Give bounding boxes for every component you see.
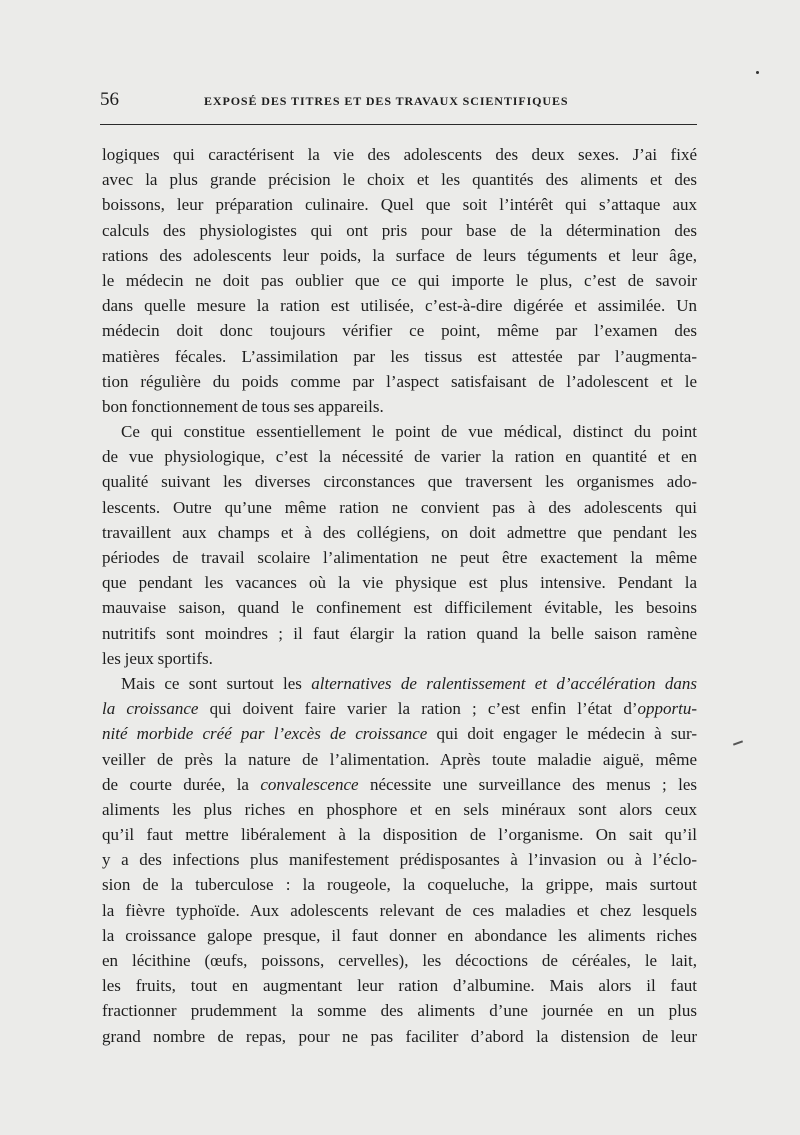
text-segment: lescents. Outre qu’une même ration ne convient pas à des adolescents qui: [102, 497, 697, 517]
text-segment: que pendant les vacances où la vie physique est plus intensive. Pendant la: [102, 573, 697, 593]
text-segment: la croissance galope presque, il faut donner en abondance les aliments riches: [102, 925, 697, 945]
text-line: [102, 142, 697, 167]
italic-segment: opportu-: [637, 699, 697, 719]
text-segment: aliments les plus riches en phosphore et en sels minéraux sont alors ceux: [102, 799, 697, 819]
text-line: [102, 419, 697, 444]
text-line: [102, 469, 697, 494]
text-line: [102, 344, 697, 369]
text-segment: Ce qui constitue essentiellement le point de vue médical, distinct du point: [121, 422, 697, 442]
text-line: [102, 520, 697, 545]
text-segment: qui doivent faire varier la ration ; c’est enfin l’état d’: [198, 699, 638, 719]
text-segment: qualité suivant les diverses circonstances que traversent les organismes ado-: [102, 472, 697, 492]
text-segment: sion de la tuberculose : la rougeole, la coqueluche, la grippe, mais surtout: [102, 875, 697, 895]
text-segment: boissons, leur préparation culinaire. Quel que soit l’intérêt qui s’attaque aux: [102, 195, 697, 215]
text-segment: calculs des physiologistes qui ont pris pour base de la détermination des: [102, 220, 697, 240]
text-line: [102, 268, 697, 293]
text-segment: les jeux sportifs.: [102, 648, 213, 668]
text-line: [102, 444, 697, 469]
text-line: [102, 545, 697, 570]
italic-segment: nité morbide créé par l’excès de croissance: [102, 724, 428, 744]
text-line: [102, 923, 697, 948]
text-line: [102, 495, 697, 520]
text-line: [102, 747, 697, 772]
stray-ink-dot: [756, 71, 759, 74]
text-segment: en lécithine (œufs, poissons, cervelles), les décoctions de céréales, le lait,: [102, 951, 697, 970]
text-segment: de courte durée, la: [102, 774, 261, 794]
text-line: [102, 1024, 697, 1049]
text-segment: matières fécales. L’assimilation par les tissus est attestée par l’augmenta-: [102, 346, 697, 366]
text-line: [102, 243, 697, 268]
text-segment: périodes de travail scolaire l’alimentation ne peut être exactement la même: [102, 548, 697, 567]
text-line: [102, 948, 697, 973]
text-line: [102, 772, 697, 797]
text-line: [102, 369, 697, 394]
text-line: [102, 696, 697, 721]
text-line: [102, 822, 697, 847]
text-segment: dans quelle mesure la ration est utilisée, c’est-à-dire digérée et assimilée. Un: [102, 296, 697, 316]
text-line: [102, 318, 697, 343]
text-segment: le médecin ne doit pas oublier que ce qui importe le plus, c’est de savoir: [102, 270, 697, 290]
text-line: [102, 167, 697, 192]
text-line: [102, 570, 697, 595]
text-line: [102, 847, 697, 872]
text-line: [102, 721, 697, 746]
text-segment: nutritifs sont moindres ; il faut élargir la ration quand la belle saison ramène: [102, 623, 697, 643]
text-segment: y a des infections plus manifestement prédisposantes à l’invasion ou à l’éclo-: [102, 850, 697, 870]
text-segment: logiques qui caractérisent la vie des adolescents des deux sexes. J’ai fixé: [102, 145, 697, 164]
text-line: [102, 621, 697, 646]
text-line: [102, 218, 697, 243]
text-segment: fractionner prudemment la somme des aliments d’une journée en un plus: [102, 1001, 697, 1021]
text-segment: Mais ce sont surtout les: [121, 673, 312, 693]
page-number: 56: [100, 89, 119, 110]
text-line: [102, 394, 697, 419]
text-segment: avec la plus grande précision le choix et les quantités des aliments et des: [102, 170, 697, 190]
running-title: EXPOSÉ DES TITRES ET DES TRAVAUX SCIENTIFIQUES: [204, 94, 569, 108]
text-segment: qui doit engager le médecin à sur-: [427, 724, 697, 744]
text-line: [102, 998, 697, 1023]
italic-segment: alternatives de ralentissement et d’accélération dans: [311, 673, 697, 693]
stray-ink-dash: [733, 740, 743, 745]
italic-segment: la croissance: [102, 699, 199, 719]
text-line: [102, 192, 697, 217]
text-segment: nécessite une surveillance des menus ; les: [358, 774, 697, 794]
text-line: [102, 595, 697, 620]
italic-segment: convalescence: [260, 774, 359, 794]
page-header: [100, 88, 697, 118]
body-text: [102, 142, 697, 1049]
text-line: [102, 898, 697, 923]
text-segment: de vue physiologique, c’est la nécessité de varier la ration en quantité et en: [102, 447, 697, 467]
text-segment: travaillent aux champs et à des collégiens, on doit admettre que pendant les: [102, 522, 697, 542]
text-segment: médecin doit donc toujours vérifier ce point, même par l’examen des: [102, 321, 697, 341]
text-line: [102, 872, 697, 897]
text-line: [102, 646, 697, 671]
text-segment: bon fonctionnement de tous ses appareils.: [102, 396, 384, 416]
text-line: [102, 973, 697, 998]
text-segment: les fruits, tout en augmentant leur ration d’albumine. Mais alors il faut: [102, 976, 697, 996]
text-segment: qu’il faut mettre libéralement à la disposition de l’organisme. On sait qu’il: [102, 825, 697, 845]
text-segment: mauvaise saison, quand le confinement est difficilement évitable, les besoins: [102, 598, 697, 618]
text-line: [102, 797, 697, 822]
text-line: [102, 671, 697, 696]
text-segment: rations des adolescents leur poids, la surface de leurs téguments et leur âge,: [102, 245, 697, 265]
header-rule: [100, 124, 697, 125]
text-segment: grand nombre de repas, pour ne pas faciliter d’abord la distension de leur: [102, 1026, 697, 1046]
text-segment: tion régulière du poids comme par l’aspect satisfaisant de l’adolescent et le: [102, 371, 697, 391]
text-segment: la fièvre typhoïde. Aux adolescents relevant de ces maladies et chez lesquels: [102, 900, 697, 920]
text-segment: veiller de près la nature de l’alimentation. Après toute maladie aiguë, même: [102, 749, 697, 769]
text-line: [102, 293, 697, 318]
